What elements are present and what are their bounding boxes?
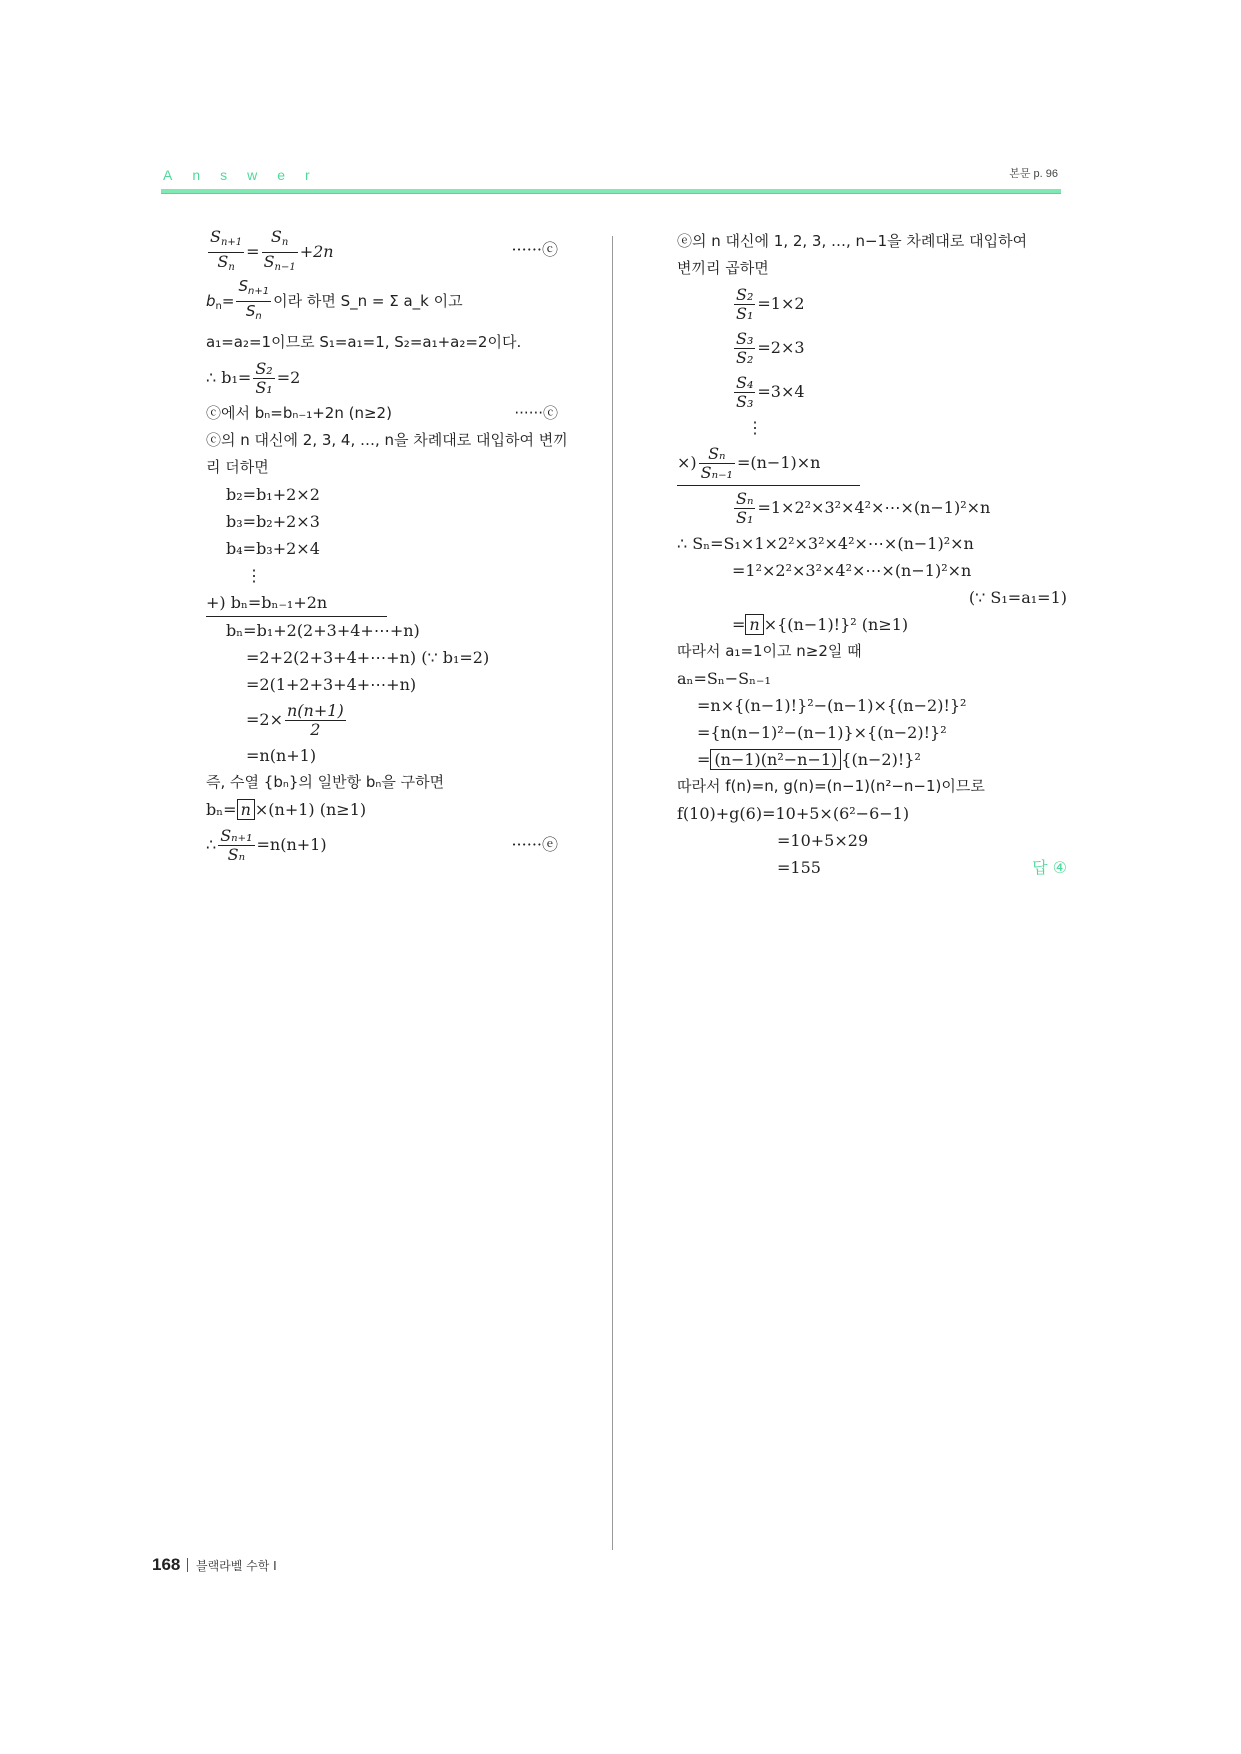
text-line: ⓒ의 n 대신에 2, 3, 4, …, n을 차례대로 대입하여 변끼 (206, 431, 568, 449)
equation-line: f(10)+g(6)=10+5×(6²−6−1) (677, 804, 910, 823)
equation-line: = (n−1)(n²−n−1) {(n−2)!}² (697, 750, 921, 769)
text-line: 즉, 수열 {bₙ}의 일반항 bₙ을 구하면 (206, 773, 445, 791)
final-answer: 답 ④ (1032, 858, 1067, 877)
equation-line: ∴ $\frac{\text{Sₙ₊₁}}{\text{Sₙ}}$ =n(n+1) ······ⓔ (206, 823, 596, 867)
equation-line: $\frac{S_{n+1}}{S_n}$ = $\frac{S_n}{S_{n-1}}$ +2n ······ⓒ (210, 227, 558, 273)
equation-line: b₄=b₃+2×4 (226, 539, 320, 558)
text-line: 따라서 a₁=1이고 n≥2일 때 (677, 642, 862, 660)
equation-line: =2+2(2+3+4+⋯+n) (∵ b₁=2) (246, 648, 490, 667)
equation-line: = n ×{(n−1)!}² (n≥1) (732, 615, 909, 634)
text-line: a₁=a₂=1이므로 S₁=a₁=1, S₂=a₁+a₂=2이다. (206, 333, 522, 351)
equation-line: =1²×2²×3²×4²×⋯×(n−1)²×n (732, 561, 972, 580)
text-line: $b_n=$ $\frac{S_{n+1}}{S_n}$ 이라 하면 S_n = Σ a_k 이고 (206, 277, 463, 322)
answer-blank-box: n (745, 614, 763, 635)
column-divider (612, 236, 613, 1550)
equation-line: =n×{(n−1)!}²−(n−1)×{(n−2)!}² (697, 696, 967, 715)
text-line: ⓔ의 n 대신에 1, 2, 3, …, n−1을 차례대로 대입하여 (677, 232, 1028, 250)
answer-blank-box: n (237, 799, 255, 820)
equation-label: ······ⓒ (511, 240, 558, 259)
equation-line: =2(1+2+3+4+⋯+n) (246, 675, 417, 694)
equation-line: $\frac{\text{S₄}}{\text{S₃}}$ =3×4 (736, 373, 805, 411)
equation-label: ······ⓒ (514, 404, 558, 422)
header-rule (161, 189, 1061, 194)
footer-book-title: 블랙라벨 수학 I (196, 1559, 277, 1573)
equation-line: b₂=b₁+2×2 (226, 485, 320, 504)
equation-line: bₙ=b₁+2(2+3+4+⋯+n) (226, 621, 420, 640)
equation-line: bₙ= n ×(n+1) (n≥1) (206, 800, 367, 819)
answer-blank-box: (n−1)(n²−n−1) (710, 749, 841, 770)
equation-label: ······ⓔ (511, 835, 558, 854)
left-column (206, 228, 596, 867)
equation-line: $\frac{\text{S₃}}{\text{S₂}}$ =2×3 (736, 329, 805, 367)
equation-line: $\frac{\text{S₂}}{\text{S₁}}$ =1×2 (736, 285, 805, 323)
header-page-ref: 본문 p. 96 (1009, 168, 1058, 180)
equation-line: +) bₙ=bₙ₋₁+2n (206, 589, 596, 617)
equation-line: ={n(n−1)²−(n−1)}×{(n−2)!}² (697, 723, 947, 742)
equation-line: ∴ b₁= $\frac{\text{S₂}}{\text{S₁}}$ =2 (206, 359, 301, 397)
vertical-ellipsis: ⋮ (246, 566, 262, 585)
equation-line: b₃=b₂+2×3 (226, 512, 320, 531)
text-line: 리 더하면 (206, 458, 269, 476)
equation-line: aₙ=Sₙ−Sₙ₋₁ (677, 669, 771, 688)
header-title: Answer (163, 167, 330, 183)
text-line: 따라서 f(n)=n, g(n)=(n−1)(n²−n−1)이므로 (677, 777, 985, 795)
footer-page-number: 168 (152, 1555, 181, 1574)
equation-line: =155 답 ④ (677, 854, 1067, 881)
equation-line: =10+5×29 (777, 831, 869, 850)
equation-line: ×) $\frac{\text{Sₙ}}{\text{Sₙ₋₁}}$ =(n−1)×n (677, 441, 1067, 486)
vertical-ellipsis: ⋮ (747, 418, 763, 437)
right-column (677, 228, 1067, 881)
equation-note: (∵ S₁=a₁=1) (968, 588, 1067, 607)
text-line: 변끼리 곱하면 (677, 259, 769, 277)
equation-line: =n(n+1) (246, 746, 317, 765)
equation-line: ⓒ에서 bₙ=bₙ₋₁+2n (n≥2) ······ⓒ (206, 400, 596, 427)
footer-separator (187, 1558, 188, 1572)
equation-line: ∴ Sₙ=S₁×1×2²×3²×4²×⋯×(n−1)²×n (677, 534, 974, 553)
equation-line: =2× $\frac{n(n+1)}{2}$ (246, 701, 344, 739)
equation-line: $\frac{\text{Sₙ}}{\text{S₁}}$ =1×2²×3²×4²×⋯×(n−1)²×n (736, 489, 991, 527)
